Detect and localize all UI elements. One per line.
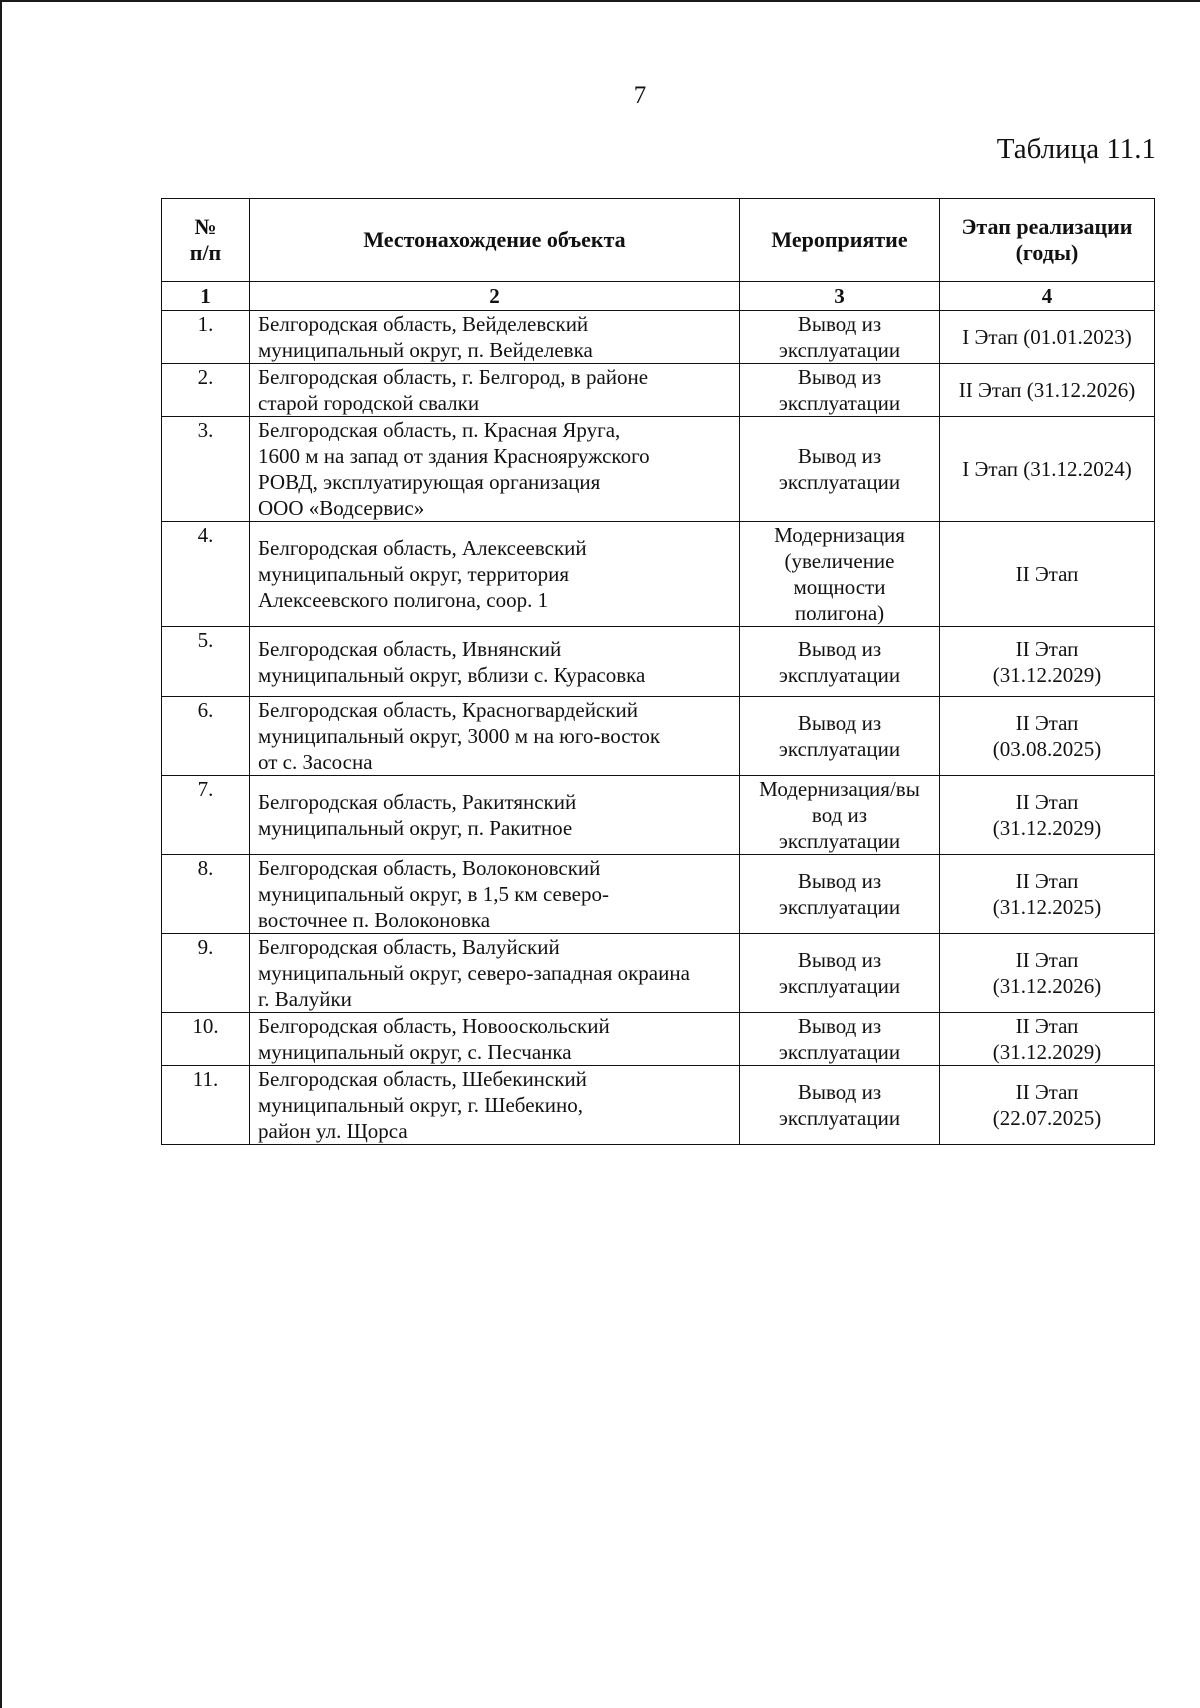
location-line: от с. Засосна — [258, 750, 373, 774]
action-line: Вывод из — [797, 869, 882, 893]
header-action — [740, 199, 940, 282]
location-cell — [250, 776, 740, 855]
location-line: Алексеевского полигона, соор. 1 — [258, 588, 549, 612]
table-row — [162, 934, 1155, 1013]
action-line: Вывод из — [797, 636, 882, 661]
stage-line: I Этап (01.01.2023) — [962, 325, 1132, 349]
stage-line: (31.12.2025) — [992, 895, 1102, 919]
action-line: Вывод из — [797, 711, 882, 735]
stage-cell — [940, 364, 1155, 417]
table-row — [162, 855, 1155, 934]
table-row — [162, 1013, 1155, 1066]
action-line: Вывод из — [797, 1080, 882, 1104]
column-number: 4 — [940, 282, 1155, 311]
location-cell — [250, 697, 740, 776]
row-number: 6. — [162, 697, 250, 776]
action-line: Вывод из — [797, 365, 882, 389]
action-line: Модернизация — [774, 523, 905, 547]
action-line: эксплуатации — [778, 737, 901, 761]
action-line: эксплуатации — [778, 338, 901, 362]
row-number: 9. — [162, 934, 250, 1013]
stage-line: (31.12.2026) — [992, 974, 1102, 998]
row-number: 3. — [162, 417, 250, 522]
location-line: 1600 м на запад от здания Краснояружского — [258, 444, 650, 468]
scan-border-left — [0, 0, 2, 1708]
stage-cell — [940, 417, 1155, 522]
table-row — [162, 1066, 1155, 1145]
action-line: Вывод из — [797, 444, 882, 468]
action-line: Вывод из — [797, 312, 882, 336]
action-cell — [740, 855, 940, 934]
location-line: ООО «Водсервис» — [258, 496, 425, 520]
location-line: Белгородская область, г. Белгород, в районе — [258, 365, 649, 389]
location-cell — [250, 364, 740, 417]
stage-line: (31.12.2029) — [992, 1040, 1102, 1064]
table-caption: Таблица 11.1 — [996, 133, 1156, 165]
stage-line: (03.08.2025) — [992, 737, 1102, 761]
action-line: мощности — [793, 575, 886, 599]
stage-line: II Этап — [1015, 948, 1079, 972]
action-line: эксплуатации — [778, 1040, 901, 1064]
stage-line: II Этап — [1015, 711, 1079, 735]
action-line: эксплуатации — [778, 829, 901, 853]
location-cell — [250, 522, 740, 627]
action-line: Модернизация/вы — [759, 777, 920, 801]
stage-line: II Этап — [1015, 869, 1079, 893]
stage-cell — [940, 627, 1155, 697]
action-line: Вывод из — [797, 948, 882, 972]
column-number-row — [162, 282, 1155, 311]
location-cell — [250, 855, 740, 934]
stage-line: II Этап — [1015, 636, 1079, 661]
location-line: муниципальный округ, г. Шебекино, — [258, 1093, 583, 1117]
action-line: эксплуатации — [778, 1106, 901, 1130]
location-line: Белгородская область, Ивнянский — [258, 636, 562, 661]
action-cell — [740, 1013, 940, 1066]
action-cell — [740, 697, 940, 776]
header-number — [162, 199, 250, 282]
action-line: эксплуатации — [778, 470, 901, 494]
stage-cell — [940, 1013, 1155, 1066]
stage-cell — [940, 311, 1155, 364]
table-row — [162, 364, 1155, 417]
location-line: восточнее п. Волоконовка — [258, 908, 491, 932]
location-line: муниципальный округ, вблизи с. Курасовка — [258, 662, 646, 687]
location-line: Белгородская область, Шебекинский — [258, 1067, 587, 1091]
action-cell — [740, 1066, 940, 1145]
action-line: эксплуатации — [778, 895, 901, 919]
row-number: 10. — [162, 1013, 250, 1066]
location-line: муниципальный округ, 3000 м на юго-восток — [258, 724, 661, 748]
stage-cell — [940, 776, 1155, 855]
stage-line: (31.12.2029) — [992, 816, 1102, 840]
action-cell — [740, 934, 940, 1013]
table-row — [162, 311, 1155, 364]
location-line: Белгородская область, Красногвардейский — [258, 698, 638, 722]
action-cell — [740, 364, 940, 417]
location-line: Белгородская область, Ракитянский — [258, 790, 577, 814]
location-line: Белгородская область, п. Красная Яруга, — [258, 418, 621, 442]
row-number: 11. — [162, 1066, 250, 1145]
stage-line: II Этап — [1015, 1014, 1079, 1038]
location-line: муниципальный округ, с. Песчанка — [258, 1040, 572, 1064]
header-stage — [940, 199, 1155, 282]
action-cell — [740, 417, 940, 522]
header-line: п/п — [189, 240, 222, 265]
stage-cell — [940, 1066, 1155, 1145]
stage-cell — [940, 934, 1155, 1013]
location-line: Белгородская область, Волоконовский — [258, 856, 601, 880]
column-number: 3 — [740, 282, 940, 311]
column-number: 1 — [162, 282, 250, 311]
action-line: эксплуатации — [778, 391, 901, 415]
table-header-row — [162, 199, 1155, 282]
location-line: старой городской свалки — [258, 391, 480, 415]
location-line: Белгородская область, Новооскольский — [258, 1014, 610, 1038]
row-number: 8. — [162, 855, 250, 934]
row-number: 4. — [162, 522, 250, 627]
header-line: Мероприятие — [771, 227, 908, 252]
location-line: Белгородская область, Алексеевский — [258, 536, 587, 560]
location-line: район ул. Щорса — [258, 1119, 408, 1143]
location-cell — [250, 417, 740, 522]
action-cell — [740, 776, 940, 855]
action-line: эксплуатации — [778, 662, 901, 687]
location-line: муниципальный округ, п. Ракитное — [258, 816, 573, 840]
table-row — [162, 697, 1155, 776]
location-line: муниципальный округ, п. Вейделевка — [258, 338, 593, 362]
stage-line: II Этап — [1015, 562, 1079, 586]
page-number: 7 — [633, 82, 647, 109]
header-line: Этап реализации — [961, 214, 1133, 239]
location-line: г. Валуйки — [258, 987, 352, 1011]
location-cell — [250, 1013, 740, 1066]
location-cell — [250, 311, 740, 364]
table-row — [162, 522, 1155, 627]
table-row — [162, 627, 1155, 697]
header-location — [250, 199, 740, 282]
location-cell — [250, 934, 740, 1013]
data-table — [161, 198, 1155, 1145]
stage-cell — [940, 697, 1155, 776]
location-line: муниципальный округ, территория — [258, 562, 570, 586]
location-cell — [250, 1066, 740, 1145]
header-line: (годы) — [1015, 240, 1079, 265]
stage-line: (22.07.2025) — [992, 1106, 1102, 1130]
action-cell — [740, 627, 940, 697]
action-line: эксплуатации — [778, 974, 901, 998]
stage-line: II Этап — [1015, 1080, 1079, 1104]
action-line: (увеличение — [784, 549, 895, 573]
action-cell — [740, 522, 940, 627]
header-line: Местонахождение объекта — [363, 227, 626, 252]
location-cell — [250, 627, 740, 697]
row-number: 5. — [162, 627, 250, 697]
row-number: 1. — [162, 311, 250, 364]
column-number: 2 — [250, 282, 740, 311]
action-line: полигона) — [794, 601, 885, 625]
location-line: РОВД, эксплуатирующая организация — [258, 470, 601, 494]
location-line: Белгородская область, Валуйский — [258, 935, 560, 959]
table-row — [162, 776, 1155, 855]
location-line: муниципальный округ, северо-западная окраина — [258, 961, 690, 985]
table-row — [162, 417, 1155, 522]
location-line: Белгородская область, Вейделевский — [258, 312, 589, 336]
row-number: 7. — [162, 776, 250, 855]
scan-border-top — [0, 0, 1200, 2]
stage-cell — [940, 855, 1155, 934]
stage-cell — [940, 522, 1155, 627]
action-cell — [740, 311, 940, 364]
stage-line: II Этап — [1015, 790, 1079, 814]
location-line: муниципальный округ, в 1,5 км северо- — [258, 882, 609, 906]
action-line: вод из — [811, 803, 868, 827]
row-number: 2. — [162, 364, 250, 417]
stage-line: I Этап (31.12.2024) — [962, 457, 1132, 481]
stage-line: II Этап (31.12.2026) — [958, 378, 1136, 402]
header-line: № — [194, 214, 217, 239]
action-line: Вывод из — [797, 1014, 882, 1038]
stage-line: (31.12.2029) — [992, 662, 1102, 687]
